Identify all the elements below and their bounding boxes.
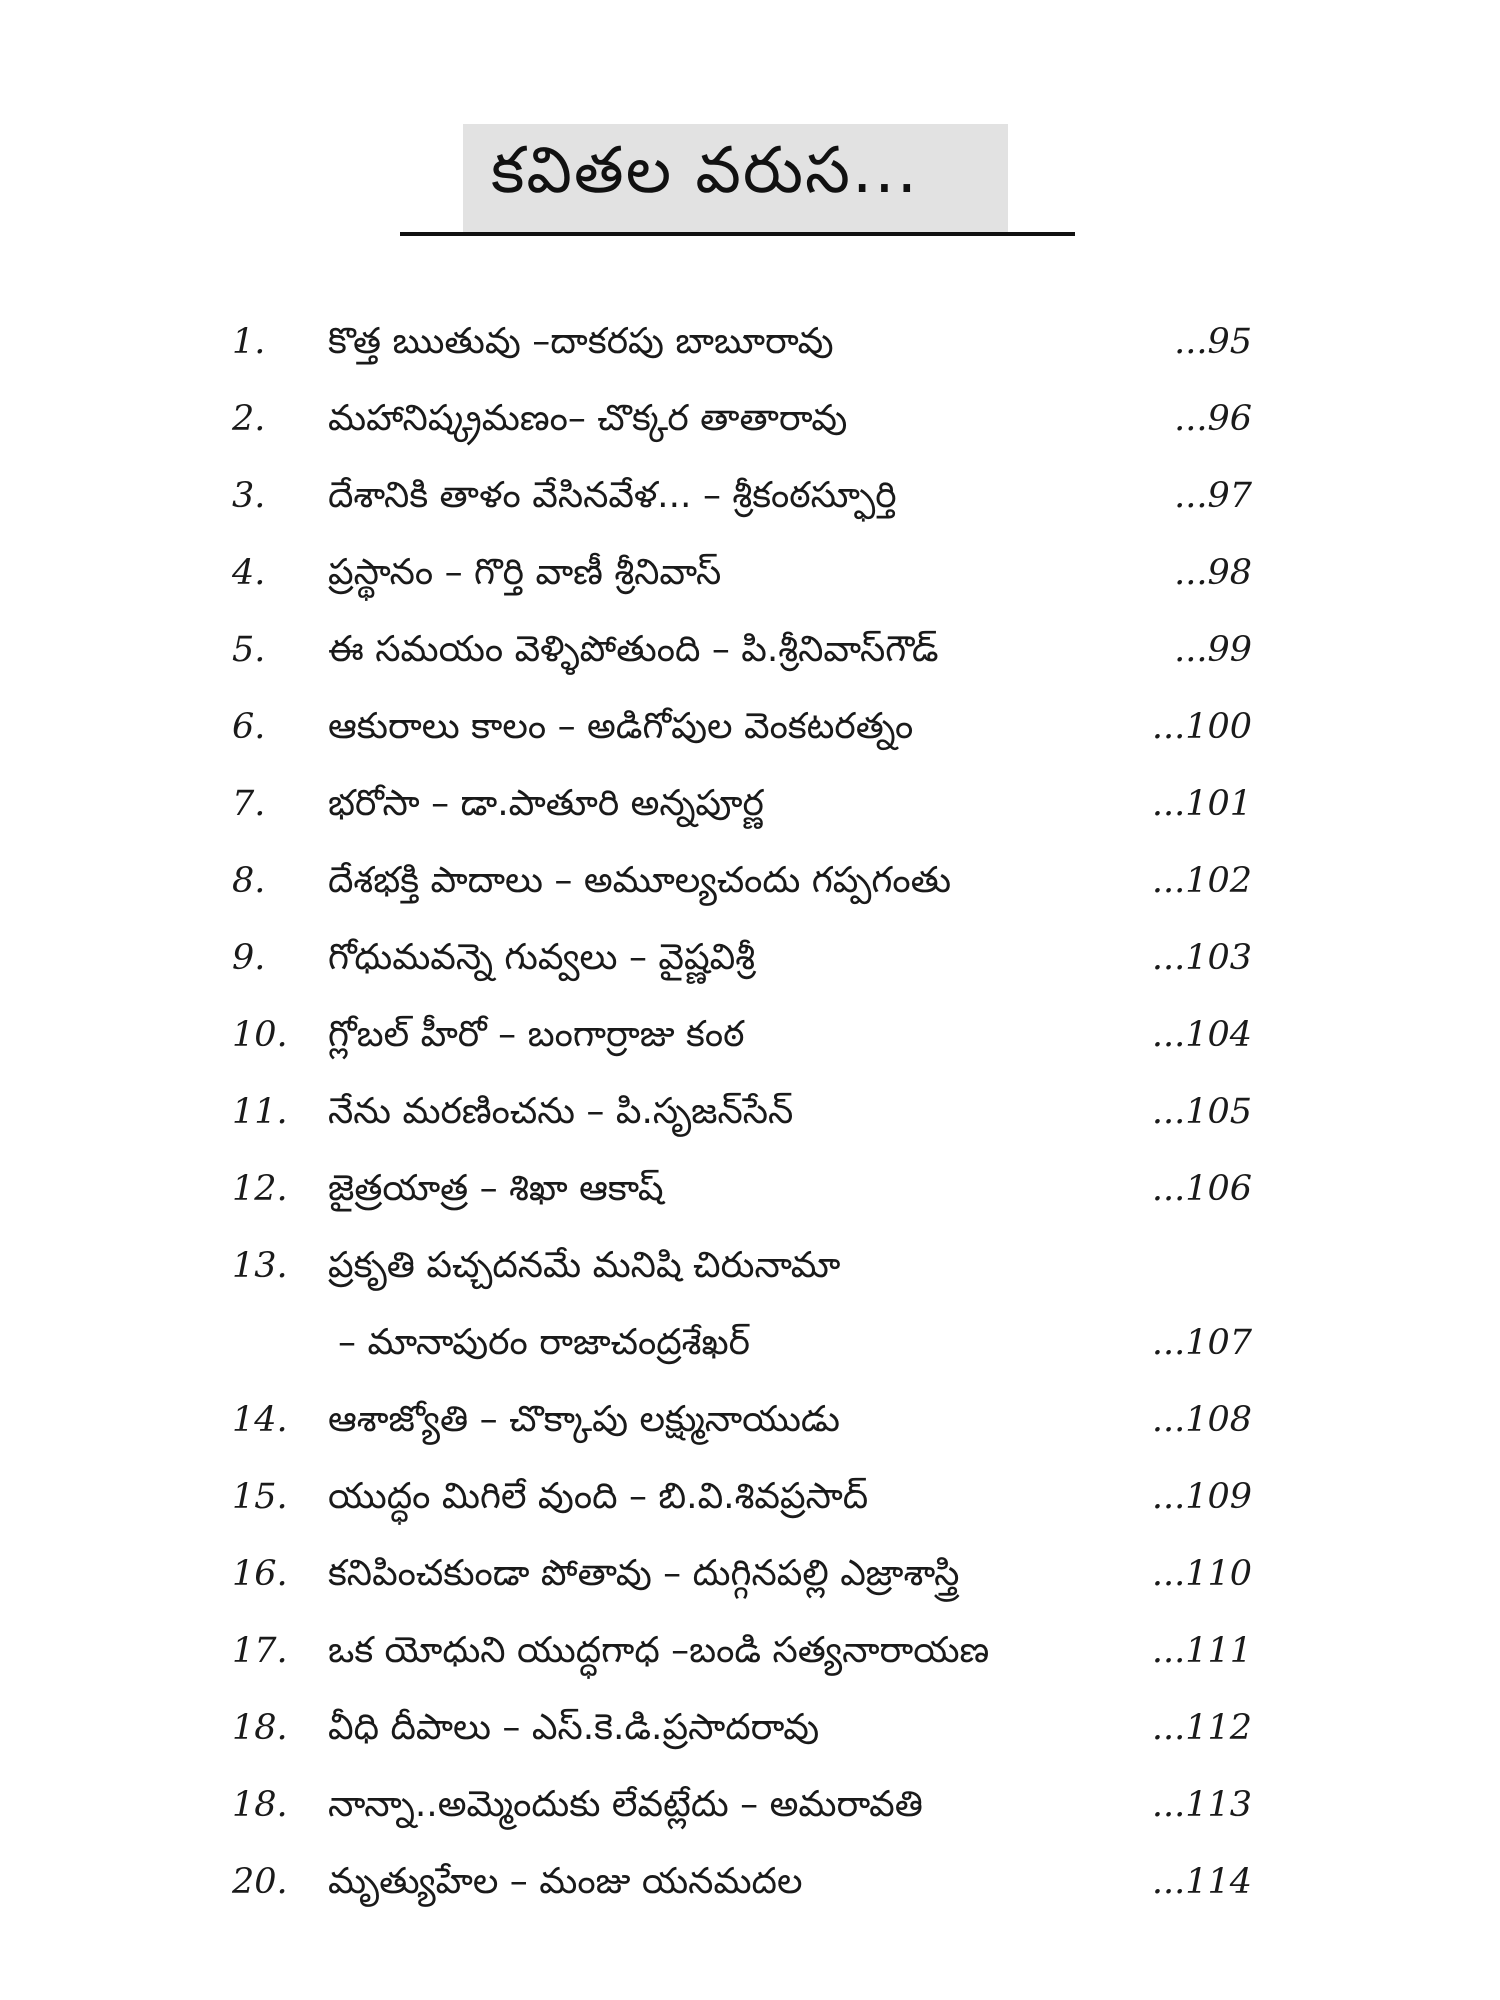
entry-title: దేశానికి తాళం వేసినవేళ... – శ్రీకంఠస్ఫూర్తి xyxy=(328,475,897,516)
entry-title: గోధుమవన్నె గువ్వలు – వైష్ణవిశ్రీ xyxy=(328,937,756,978)
entry-number: 5. xyxy=(232,630,266,670)
entry-page: ...100 xyxy=(1151,707,1252,747)
entry-number: 14. xyxy=(232,1400,288,1440)
toc-row xyxy=(0,542,1500,604)
entry-number: 15. xyxy=(232,1477,288,1517)
entry-number: 10. xyxy=(232,1015,288,1055)
entry-page: ...110 xyxy=(1151,1554,1252,1594)
entry-number: 6. xyxy=(232,707,266,747)
entry-title: మృత్యుహేల – మంజు యనమదల xyxy=(328,1861,803,1902)
toc-row xyxy=(0,773,1500,835)
entry-title: దేశభక్తి పాదాలు – అమూల్యచందు గప్పగంతు xyxy=(328,860,952,901)
entry-number: 13. xyxy=(232,1246,288,1286)
entry-page: ...112 xyxy=(1151,1708,1252,1748)
entry-number: 12. xyxy=(232,1169,288,1209)
toc-row xyxy=(0,927,1500,989)
entry-title: జైత్రయాత్ర – శిఖా ఆకాష్ xyxy=(328,1168,664,1209)
toc-row xyxy=(0,1851,1500,1913)
entry-page: ...101 xyxy=(1151,784,1252,824)
entry-title: – మానాపురం రాజాచంద్రశేఖర్ xyxy=(338,1322,750,1363)
entry-number: 18. xyxy=(232,1785,288,1825)
entry-number: 16. xyxy=(232,1554,288,1594)
toc-row xyxy=(0,1697,1500,1759)
toc-row xyxy=(0,850,1500,912)
entry-number: 4. xyxy=(232,553,266,593)
entry-page: ...95 xyxy=(1174,322,1252,362)
entry-page: ...103 xyxy=(1151,938,1252,978)
entry-page: ...99 xyxy=(1174,630,1252,670)
entry-number: 20. xyxy=(232,1862,288,1902)
entry-title: భరోసా – డా.పాతూరి అన్నపూర్ణ xyxy=(328,783,764,824)
toc-row xyxy=(0,1543,1500,1605)
toc-row xyxy=(0,1235,1500,1297)
entry-title: ఆశాజ్యోతి – చొక్కాపు లక్ష్మునాయుడు xyxy=(328,1399,841,1440)
entry-number: 11. xyxy=(232,1092,288,1132)
entry-number: 2. xyxy=(232,399,266,439)
entry-title: కొత్త ఋతువు –దాకరపు బాబూరావు xyxy=(328,321,834,362)
entry-number: 1. xyxy=(232,322,266,362)
entry-page: ...113 xyxy=(1151,1785,1252,1825)
toc-row xyxy=(0,696,1500,758)
entry-page: ...96 xyxy=(1174,399,1252,439)
toc-row xyxy=(0,1774,1500,1836)
entry-page: ...114 xyxy=(1151,1862,1252,1902)
entry-number: 8. xyxy=(232,861,266,901)
entry-title: వీధి దీపాలు – ఎస్.కె.డి.ప్రసాదరావు xyxy=(328,1707,820,1748)
entry-number: 17. xyxy=(232,1631,288,1671)
entry-number: 3. xyxy=(232,476,266,516)
entry-title: ఒక యోధుని యుద్ధగాధ –బండి సత్యనారాయణ xyxy=(328,1630,990,1671)
page-title: కవితల వరుస... xyxy=(491,133,919,208)
entry-title: నాన్నా..అమ్మెందుకు లేవట్లేదు – అమరావతి xyxy=(328,1784,923,1825)
toc-row xyxy=(0,1004,1500,1066)
entry-page: ...102 xyxy=(1151,861,1252,901)
toc-row xyxy=(0,1620,1500,1682)
entry-page: ...98 xyxy=(1174,553,1252,593)
toc-row xyxy=(0,465,1500,527)
entry-page: ...109 xyxy=(1151,1477,1252,1517)
toc-row xyxy=(0,311,1500,373)
entry-page: ...97 xyxy=(1174,476,1252,516)
toc-row xyxy=(0,1081,1500,1143)
entry-page: ...105 xyxy=(1151,1092,1252,1132)
entry-title: ప్రస్థానం – గొర్తి వాణీ శ్రీనివాస్ xyxy=(328,552,722,593)
entry-page: ...107 xyxy=(1151,1323,1252,1363)
entry-title: కనిపించకుండా పోతావు – దుగ్గినపల్లి ఎజ్రాశాస్త్రి xyxy=(328,1553,960,1594)
toc-row-continuation xyxy=(0,1312,1500,1374)
toc-row xyxy=(0,1158,1500,1220)
entry-title: యుద్ధం మిగిలే వుంది – బి.వి.శివప్రసాద్ xyxy=(328,1476,869,1517)
toc-row xyxy=(0,619,1500,681)
entry-page: ...106 xyxy=(1151,1169,1252,1209)
entry-title: ఈ సమయం వెళ్ళిపోతుంది – పి.శ్రీనివాస్‌గౌడ్ xyxy=(328,629,939,670)
entry-title: ఆకురాలు కాలం – అడిగోపుల వెంకటరత్నం xyxy=(328,706,914,747)
entry-page: ...111 xyxy=(1151,1631,1252,1671)
entry-title: గ్లోబల్ హీరో – బంగార్రాజు కంఠ xyxy=(328,1014,745,1055)
entry-title: ప్రకృతి పచ్చదనమే మనిషి చిరునామా xyxy=(328,1245,841,1286)
toc-row xyxy=(0,1389,1500,1451)
entry-page: ...108 xyxy=(1151,1400,1252,1440)
entry-number: 9. xyxy=(232,938,266,978)
toc-row xyxy=(0,1466,1500,1528)
entry-title: నేను మరణించను – పి.సృజన్‌సేన్ xyxy=(328,1091,794,1132)
entry-page: ...104 xyxy=(1151,1015,1252,1055)
toc-row xyxy=(0,388,1500,450)
entry-number: 18. xyxy=(232,1708,288,1748)
entry-title: మహానిష్క్రమణం– చొక్కర తాతారావు xyxy=(328,398,848,439)
entry-number: 7. xyxy=(232,784,266,824)
